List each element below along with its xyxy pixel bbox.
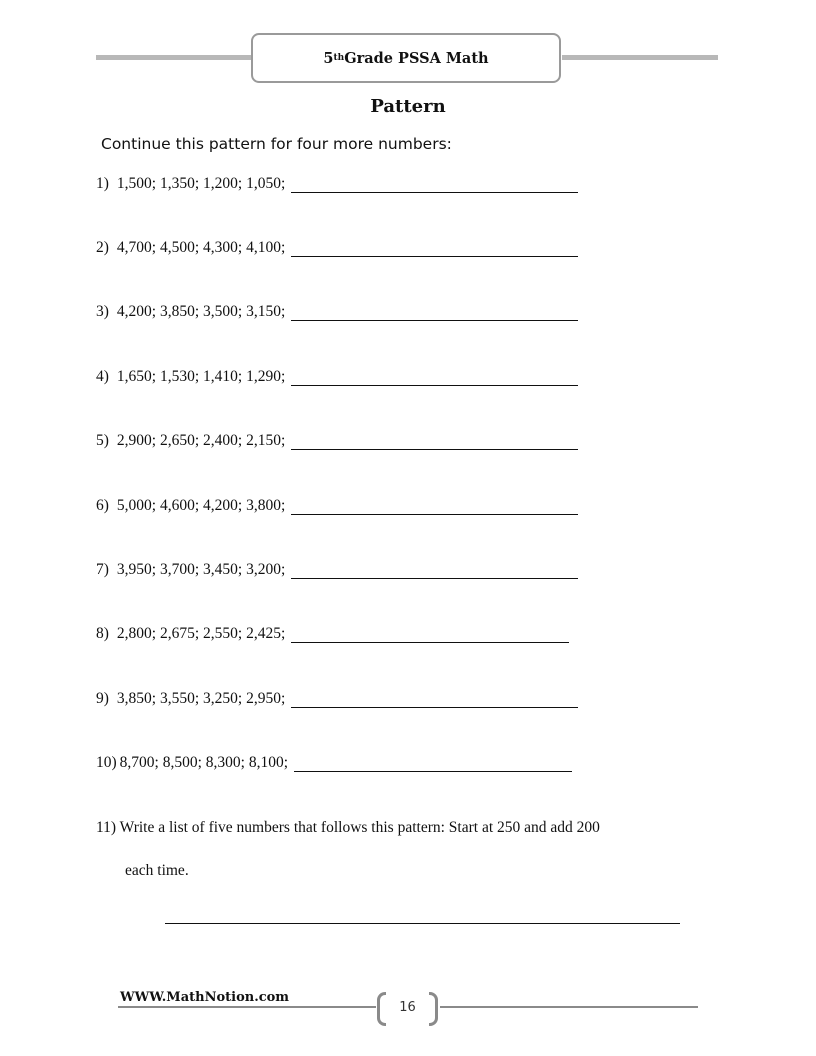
- answer-blank[interactable]: [291, 434, 578, 450]
- page-bracket-right-icon: [429, 992, 438, 1026]
- header-title: Grade PSSA Math: [344, 49, 489, 67]
- answer-blank[interactable]: [291, 177, 578, 193]
- problem-3: [96, 303, 578, 321]
- page-title: Pattern: [370, 96, 446, 117]
- problem-number: 7): [96, 561, 109, 578]
- page-bracket-left-icon: [377, 992, 386, 1026]
- problem-sequence: 2,900; 2,650; 2,400; 2,150;: [116, 432, 286, 449]
- footer-rule-right: [440, 1006, 698, 1008]
- problem-sequence: 4,200; 3,850; 3,500; 3,150;: [116, 303, 286, 320]
- problem-number: 5): [96, 432, 109, 449]
- answer-blank[interactable]: [291, 305, 578, 321]
- header-rule-left: [96, 55, 252, 60]
- problem-11-line2: each time.: [125, 862, 189, 879]
- problem-5: [96, 432, 578, 450]
- header-box: 5 th Grade PSSA Math: [251, 33, 561, 83]
- answer-blank[interactable]: [291, 627, 569, 643]
- problem-11-answer-line[interactable]: [165, 923, 680, 924]
- problem-2: [96, 239, 578, 257]
- problem-1: [96, 175, 578, 193]
- footer-rule-left: [118, 1006, 376, 1008]
- header-grade-number: 5: [323, 49, 334, 67]
- problem-number: 9): [96, 690, 109, 707]
- problem-sequence: 3,950; 3,700; 3,450; 3,200;: [116, 561, 286, 578]
- problem-4: [96, 368, 578, 386]
- answer-blank[interactable]: [291, 499, 578, 515]
- problem-7: [96, 561, 578, 579]
- problem-number: 3): [96, 303, 109, 320]
- answer-blank[interactable]: [291, 370, 578, 386]
- problem-8: [96, 625, 569, 643]
- answer-blank[interactable]: [291, 563, 578, 579]
- problem-sequence: 1,650; 1,530; 1,410; 1,290;: [116, 368, 286, 385]
- problem-11-line1: 11) Write a list of five numbers that follows this pattern: Start at 250 and add 200: [96, 819, 600, 836]
- header-rule-right: [562, 55, 718, 60]
- problem-number: 8): [96, 625, 109, 642]
- answer-blank[interactable]: [291, 692, 578, 708]
- problem-sequence: 8,700; 8,500; 8,300; 8,100;: [119, 754, 289, 771]
- instruction-text: Continue this pattern for four more numbers:: [101, 135, 452, 153]
- problem-sequence: 3,850; 3,550; 3,250; 2,950;: [116, 690, 286, 707]
- problem-number: 10): [96, 754, 117, 771]
- problem-sequence: 2,800; 2,675; 2,550; 2,425;: [116, 625, 286, 642]
- footer-website: WWW.MathNotion.com: [120, 990, 290, 1005]
- problem-9: [96, 690, 578, 708]
- page-number: 16: [399, 1000, 416, 1015]
- problem-6: [96, 497, 578, 515]
- problem-sequence: 1,500; 1,350; 1,200; 1,050;: [116, 175, 286, 192]
- problem-number: 2): [96, 239, 109, 256]
- problem-sequence: 5,000; 4,600; 4,200; 3,800;: [116, 497, 286, 514]
- answer-blank[interactable]: [294, 756, 572, 772]
- problem-sequence: 4,700; 4,500; 4,300; 4,100;: [116, 239, 286, 256]
- problem-number: 1): [96, 175, 109, 192]
- problem-10: [96, 754, 572, 772]
- problem-number: 4): [96, 368, 109, 385]
- problem-number: 6): [96, 497, 109, 514]
- answer-blank[interactable]: [291, 241, 578, 257]
